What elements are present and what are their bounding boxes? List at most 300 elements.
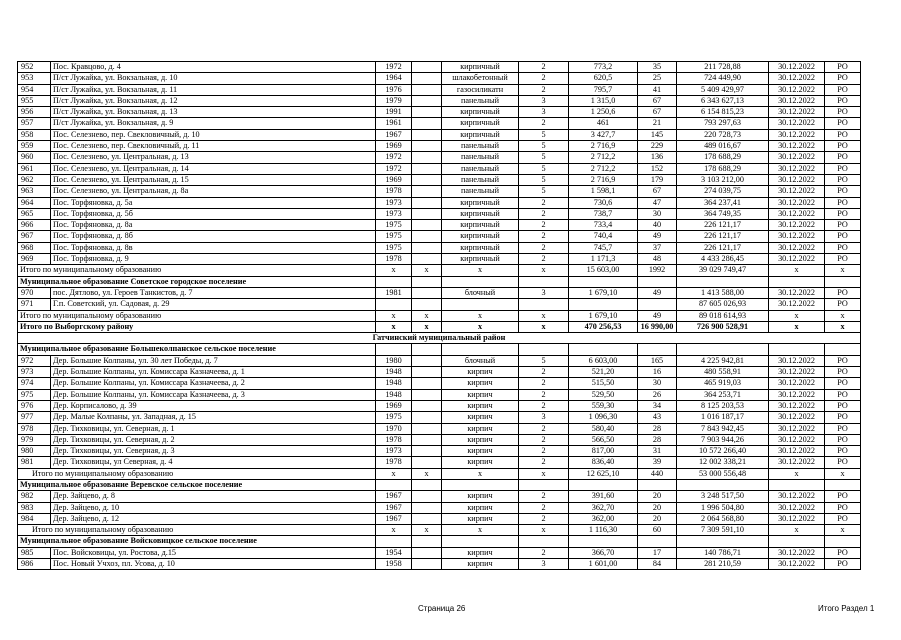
source-cell: РО [825,141,861,152]
residents-cell: 20 [638,513,677,524]
subtotal-label: Итого по муниципальному образованию [18,265,376,276]
table-row [18,141,861,152]
empty-cell [677,276,769,287]
cost-cell: 3 248 517,50 [677,491,769,502]
floors-cell: 2 [519,457,569,468]
material-cell: кирпич [442,389,519,400]
year-cell: 1973 [376,208,412,219]
residents-cell: 440 [638,468,677,479]
address-cell: Пос. Кравцово, д. 4 [51,62,376,73]
district-title: Гатчинский муниципальный район [18,333,861,344]
year-cell: 1972 [376,152,412,163]
cost-cell: 8 125 203,53 [677,400,769,411]
area-cell: 470 256,53 [569,321,638,332]
source-cell: РО [825,423,861,434]
area-cell: 12 625,10 [569,468,638,479]
year-cell: 1948 [376,389,412,400]
table-row [18,73,861,84]
section-title: Муниципальное образование Веревское сельское поселение [18,479,376,490]
material-cell: кирпичный [442,208,519,219]
cost-cell: 12 002 338,21 [677,457,769,468]
address-cell: Дер. Тихковицы, ул. Северная, д. 1 [51,423,376,434]
cost-cell: 724 449,90 [677,73,769,84]
residents-cell: 28 [638,423,677,434]
area-cell: 6 603,00 [569,355,638,366]
empty-cell [769,536,825,547]
area-cell: 1 250,6 [569,107,638,118]
cost-cell: 10 572 266,40 [677,446,769,457]
subtotal-row [18,468,861,479]
date-cell: 30.12.2022 [769,242,825,253]
row-number-cell: 975 [18,389,51,400]
date-cell: 30.12.2022 [769,400,825,411]
blank-cell: х [412,468,442,479]
blank-cell [412,378,442,389]
empty-cell [442,536,519,547]
material-cell: кирпичный [442,197,519,208]
residents-cell: 136 [638,152,677,163]
address-cell: Дер. Большие Колпаны, ул. 30 лет Победы, д. 7 [51,355,376,366]
empty-cell [677,536,769,547]
source-cell: РО [825,197,861,208]
cost-cell: 87 605 026,93 [677,299,769,310]
blank-cell [412,107,442,118]
cost-cell: 226 121,17 [677,242,769,253]
blank-cell [412,141,442,152]
year-cell: 1972 [376,62,412,73]
blank-cell [412,287,442,298]
material-cell: панельный [442,141,519,152]
empty-cell [825,276,861,287]
area-cell: 2 712,2 [569,163,638,174]
blank-cell [412,389,442,400]
floors-cell: 2 [519,378,569,389]
date-cell: 30.12.2022 [769,129,825,140]
residents-cell: 48 [638,254,677,265]
material-cell: блочный [442,287,519,298]
row-number-cell: 985 [18,547,51,558]
subtotal-row [18,265,861,276]
floors-cell: 2 [519,254,569,265]
year-cell: 1991 [376,107,412,118]
empty-cell [442,276,519,287]
year-cell: 1967 [376,129,412,140]
blank-cell [412,163,442,174]
residents-cell: 30 [638,208,677,219]
year-cell: х [376,265,412,276]
area-cell: 738,7 [569,208,638,219]
cost-cell: 1 413 588,00 [677,287,769,298]
floors-cell: 2 [519,491,569,502]
cost-cell: 140 786,71 [677,547,769,558]
empty-cell [376,479,412,490]
empty-cell [769,479,825,490]
year-cell: 1972 [376,163,412,174]
cost-cell: 7 903 944,26 [677,434,769,445]
section-title: Муниципальное образование Войсковицкое сельское поселение [18,536,376,547]
blank-cell [412,400,442,411]
empty-cell [569,479,638,490]
material-cell: панельный [442,186,519,197]
table-row [18,84,861,95]
cost-cell: 364 253,71 [677,389,769,400]
year-cell: 1970 [376,423,412,434]
floors-cell: х [519,310,569,321]
material-cell: кирпич [442,434,519,445]
date-cell: 30.12.2022 [769,547,825,558]
address-cell: Пос. Селезнево, ул. Центральная, д. 13 [51,152,376,163]
empty-cell [825,536,861,547]
year-cell: х [376,468,412,479]
residents-cell: 47 [638,197,677,208]
row-number-cell: 979 [18,434,51,445]
cost-cell: 793 297,63 [677,118,769,129]
row-number-cell: 953 [18,73,51,84]
row-number-cell: 961 [18,163,51,174]
floors-cell: 2 [519,231,569,242]
floors-cell: х [519,468,569,479]
material-cell: кирпич [442,446,519,457]
date-cell: х [769,265,825,276]
blank-cell [412,446,442,457]
table-row [18,163,861,174]
year-cell: 1954 [376,547,412,558]
empty-cell [569,536,638,547]
row-number-cell: 983 [18,502,51,513]
cost-cell: 4 433 286,45 [677,254,769,265]
area-cell: 745,7 [569,242,638,253]
row-number-cell: 955 [18,95,51,106]
blank-cell [412,547,442,558]
address-cell: Пос. Торфяновка, д. 5а [51,197,376,208]
year-cell: 1969 [376,141,412,152]
table-row [18,208,861,219]
area-cell: 529,50 [569,389,638,400]
address-cell: Дер. Тихковицы, ул Северная, д. 4 [51,457,376,468]
year-cell: х [376,525,412,536]
table-row [18,457,861,468]
area-cell: 1 601,00 [569,559,638,570]
empty-cell [376,536,412,547]
blank-cell [412,62,442,73]
area-cell: 1 679,10 [569,287,638,298]
residents-cell: 152 [638,163,677,174]
table-row [18,299,861,310]
residents-cell: 229 [638,141,677,152]
date-cell: 30.12.2022 [769,299,825,310]
address-cell: Дер. Большие Колпаны, ул. Комиссара Казначеева, д. 1 [51,367,376,378]
blank-cell: х [412,310,442,321]
source-cell: х [825,310,861,321]
address-cell: Пос. Торфяновка, д. 8в [51,242,376,253]
floors-cell [519,299,569,310]
address-cell: П/ст Лужайка, ул. Вокзальная, д. 13 [51,107,376,118]
date-cell: 30.12.2022 [769,231,825,242]
cost-cell: 53 000 556,48 [677,468,769,479]
residents-cell: 49 [638,287,677,298]
area-cell: 362,00 [569,513,638,524]
material-cell: кирпич [442,412,519,423]
table-row [18,254,861,265]
material-cell: кирпич [442,559,519,570]
address-cell: Пос. Селезнево, пер. Свекловичный, д. 11 [51,141,376,152]
material-cell: панельный [442,174,519,185]
date-cell: 30.12.2022 [769,197,825,208]
floors-cell: 3 [519,559,569,570]
source-cell: РО [825,457,861,468]
year-cell: 1948 [376,378,412,389]
cost-cell: 6 343 627,13 [677,95,769,106]
residents-cell: 20 [638,502,677,513]
floors-cell: 3 [519,287,569,298]
year-cell: 1978 [376,254,412,265]
residents-cell: 20 [638,491,677,502]
date-cell: 30.12.2022 [769,446,825,457]
empty-cell [519,536,569,547]
area-cell: 1 679,10 [569,310,638,321]
year-cell: х [376,321,412,332]
empty-cell [769,276,825,287]
subtotal-label: Итого по муниципальному образованию [18,525,376,536]
row-number-cell: 969 [18,254,51,265]
floors-cell: 5 [519,186,569,197]
cost-cell: 178 688,29 [677,163,769,174]
residents-cell [638,299,677,310]
empty-cell [376,344,412,355]
empty-cell [638,276,677,287]
date-cell: х [769,321,825,332]
year-cell: 1975 [376,412,412,423]
address-cell: Пос. Торфяновка, д. 5б [51,208,376,219]
cost-cell: 364 237,41 [677,197,769,208]
date-cell: 30.12.2022 [769,355,825,366]
row-number-cell: 977 [18,412,51,423]
date-cell: 30.12.2022 [769,423,825,434]
residents-cell: 31 [638,446,677,457]
floors-cell: 5 [519,141,569,152]
blank-cell [412,502,442,513]
area-cell: 2 716,9 [569,174,638,185]
source-cell: х [825,265,861,276]
blank-cell: х [412,321,442,332]
address-cell: Пос. Торфяновка, д. 8а [51,220,376,231]
year-cell: 1980 [376,355,412,366]
material-cell [442,299,519,310]
material-cell: кирпич [442,457,519,468]
row-number-cell: 984 [18,513,51,524]
area-cell: 521,20 [569,367,638,378]
cost-cell: 1 016 187,17 [677,412,769,423]
residents-cell: 67 [638,107,677,118]
table-row [18,547,861,558]
residents-cell: 145 [638,129,677,140]
register-table [17,61,861,570]
table-row [18,95,861,106]
date-cell: 30.12.2022 [769,491,825,502]
row-number-cell: 966 [18,220,51,231]
empty-cell [569,344,638,355]
table-row [18,197,861,208]
source-cell: х [825,468,861,479]
table-row [18,378,861,389]
material-cell: кирпич [442,547,519,558]
year-cell: 1979 [376,95,412,106]
area-cell: 2 712,2 [569,152,638,163]
address-cell: Дер. Малые Колпаны, ул. Западная, д. 15 [51,412,376,423]
area-cell: 366,70 [569,547,638,558]
material-cell: кирпичный [442,220,519,231]
source-cell: РО [825,378,861,389]
address-cell: Дер. Тихковицы, ул. Северная, д. 3 [51,446,376,457]
date-cell: х [769,468,825,479]
source-cell: РО [825,389,861,400]
address-cell: Пос. Селезнево, ул. Центральная, д. 15 [51,174,376,185]
subtotal-row [18,525,861,536]
date-cell: 30.12.2022 [769,287,825,298]
address-cell: пос. Дятлово, ул. Героев Танкистов, д. 7 [51,287,376,298]
cost-cell: 226 121,17 [677,231,769,242]
cost-cell: 480 558,91 [677,367,769,378]
floors-cell: 3 [519,412,569,423]
source-cell: РО [825,174,861,185]
year-cell: 1981 [376,287,412,298]
row-number-cell: 970 [18,287,51,298]
row-number-cell: 976 [18,400,51,411]
blank-cell [412,197,442,208]
row-number-cell: 957 [18,118,51,129]
cost-cell: 465 919,03 [677,378,769,389]
row-number-cell: 978 [18,423,51,434]
page-number: Страница 26 [418,604,466,613]
empty-cell [376,276,412,287]
cost-cell: 211 728,88 [677,62,769,73]
empty-cell [825,479,861,490]
material-cell: кирпичный [442,242,519,253]
year-cell: 1967 [376,491,412,502]
blank-cell [412,434,442,445]
material-cell: кирпичный [442,129,519,140]
row-number-cell: 980 [18,446,51,457]
cost-cell: 489 016,67 [677,141,769,152]
table-row [18,400,861,411]
year-cell: 1961 [376,118,412,129]
address-cell: Дер. Большие Колпаны, ул. Комиссара Казначеева, д. 2 [51,378,376,389]
floors-cell: 2 [519,389,569,400]
area-cell: 620,5 [569,73,638,84]
source-cell: РО [825,73,861,84]
date-cell: 30.12.2022 [769,62,825,73]
date-cell: 30.12.2022 [769,174,825,185]
table-row [18,62,861,73]
source-cell: РО [825,559,861,570]
year-cell: 1978 [376,457,412,468]
empty-cell [442,344,519,355]
table-row [18,513,861,524]
residents-cell: 60 [638,525,677,536]
blank-cell [412,220,442,231]
material-cell: х [442,468,519,479]
area-cell: 740,4 [569,231,638,242]
source-cell: РО [825,434,861,445]
row-number-cell: 959 [18,141,51,152]
area-cell: 566,50 [569,434,638,445]
floors-cell: 5 [519,152,569,163]
area-cell: 1 116,30 [569,525,638,536]
address-cell: П/ст Лужайка, ул. Вокзальная, д. 11 [51,84,376,95]
subtotal-label: Итого по муниципальному образованию [18,468,376,479]
material-cell: кирпич [442,502,519,513]
material-cell: кирпич [442,400,519,411]
empty-cell [638,479,677,490]
address-cell: Пос. Селезнево, ул. Центральная, д. 8а [51,186,376,197]
year-cell: 1976 [376,84,412,95]
district-header-row [18,333,861,344]
table-row [18,129,861,140]
blank-cell [412,457,442,468]
blank-cell [412,73,442,84]
material-cell: х [442,525,519,536]
date-cell: х [769,525,825,536]
residents-cell: 26 [638,389,677,400]
blank-cell [412,355,442,366]
area-cell: 730,6 [569,197,638,208]
year-cell: х [376,310,412,321]
material-cell: кирпичный [442,107,519,118]
blank-cell [412,174,442,185]
cost-cell: 4 225 942,81 [677,355,769,366]
table-row [18,446,861,457]
source-cell: РО [825,502,861,513]
source-cell: РО [825,491,861,502]
material-cell: кирпич [442,491,519,502]
table-row [18,423,861,434]
row-number-cell: 956 [18,107,51,118]
empty-cell [519,276,569,287]
table-row [18,502,861,513]
residents-cell: 25 [638,73,677,84]
source-cell: РО [825,242,861,253]
area-cell: 817,00 [569,446,638,457]
cost-cell: 6 154 815,23 [677,107,769,118]
address-cell: Пос. Войсковицы, ул. Ростова, д.15 [51,547,376,558]
source-cell: РО [825,152,861,163]
date-cell: 30.12.2022 [769,95,825,106]
floors-cell: 5 [519,163,569,174]
material-cell: кирпичный [442,118,519,129]
cost-cell: 364 749,35 [677,208,769,219]
residents-cell: 67 [638,186,677,197]
blank-cell [412,559,442,570]
empty-cell [442,479,519,490]
residents-cell: 28 [638,434,677,445]
blank-cell [412,299,442,310]
address-cell: П/ст Лужайка, ул. Вокзальная, д. 9 [51,118,376,129]
blank-cell [412,242,442,253]
address-cell: Пос. Селезнево, ул. Центральная, д. 14 [51,163,376,174]
row-number-cell: 981 [18,457,51,468]
year-cell: 1978 [376,434,412,445]
blank-cell [412,118,442,129]
source-cell: РО [825,208,861,219]
floors-cell: х [519,525,569,536]
table-row [18,118,861,129]
floors-cell: 2 [519,84,569,95]
table-row [18,559,861,570]
area-cell [569,299,638,310]
year-cell: 1978 [376,186,412,197]
residents-cell: 179 [638,174,677,185]
area-cell: 391,60 [569,491,638,502]
